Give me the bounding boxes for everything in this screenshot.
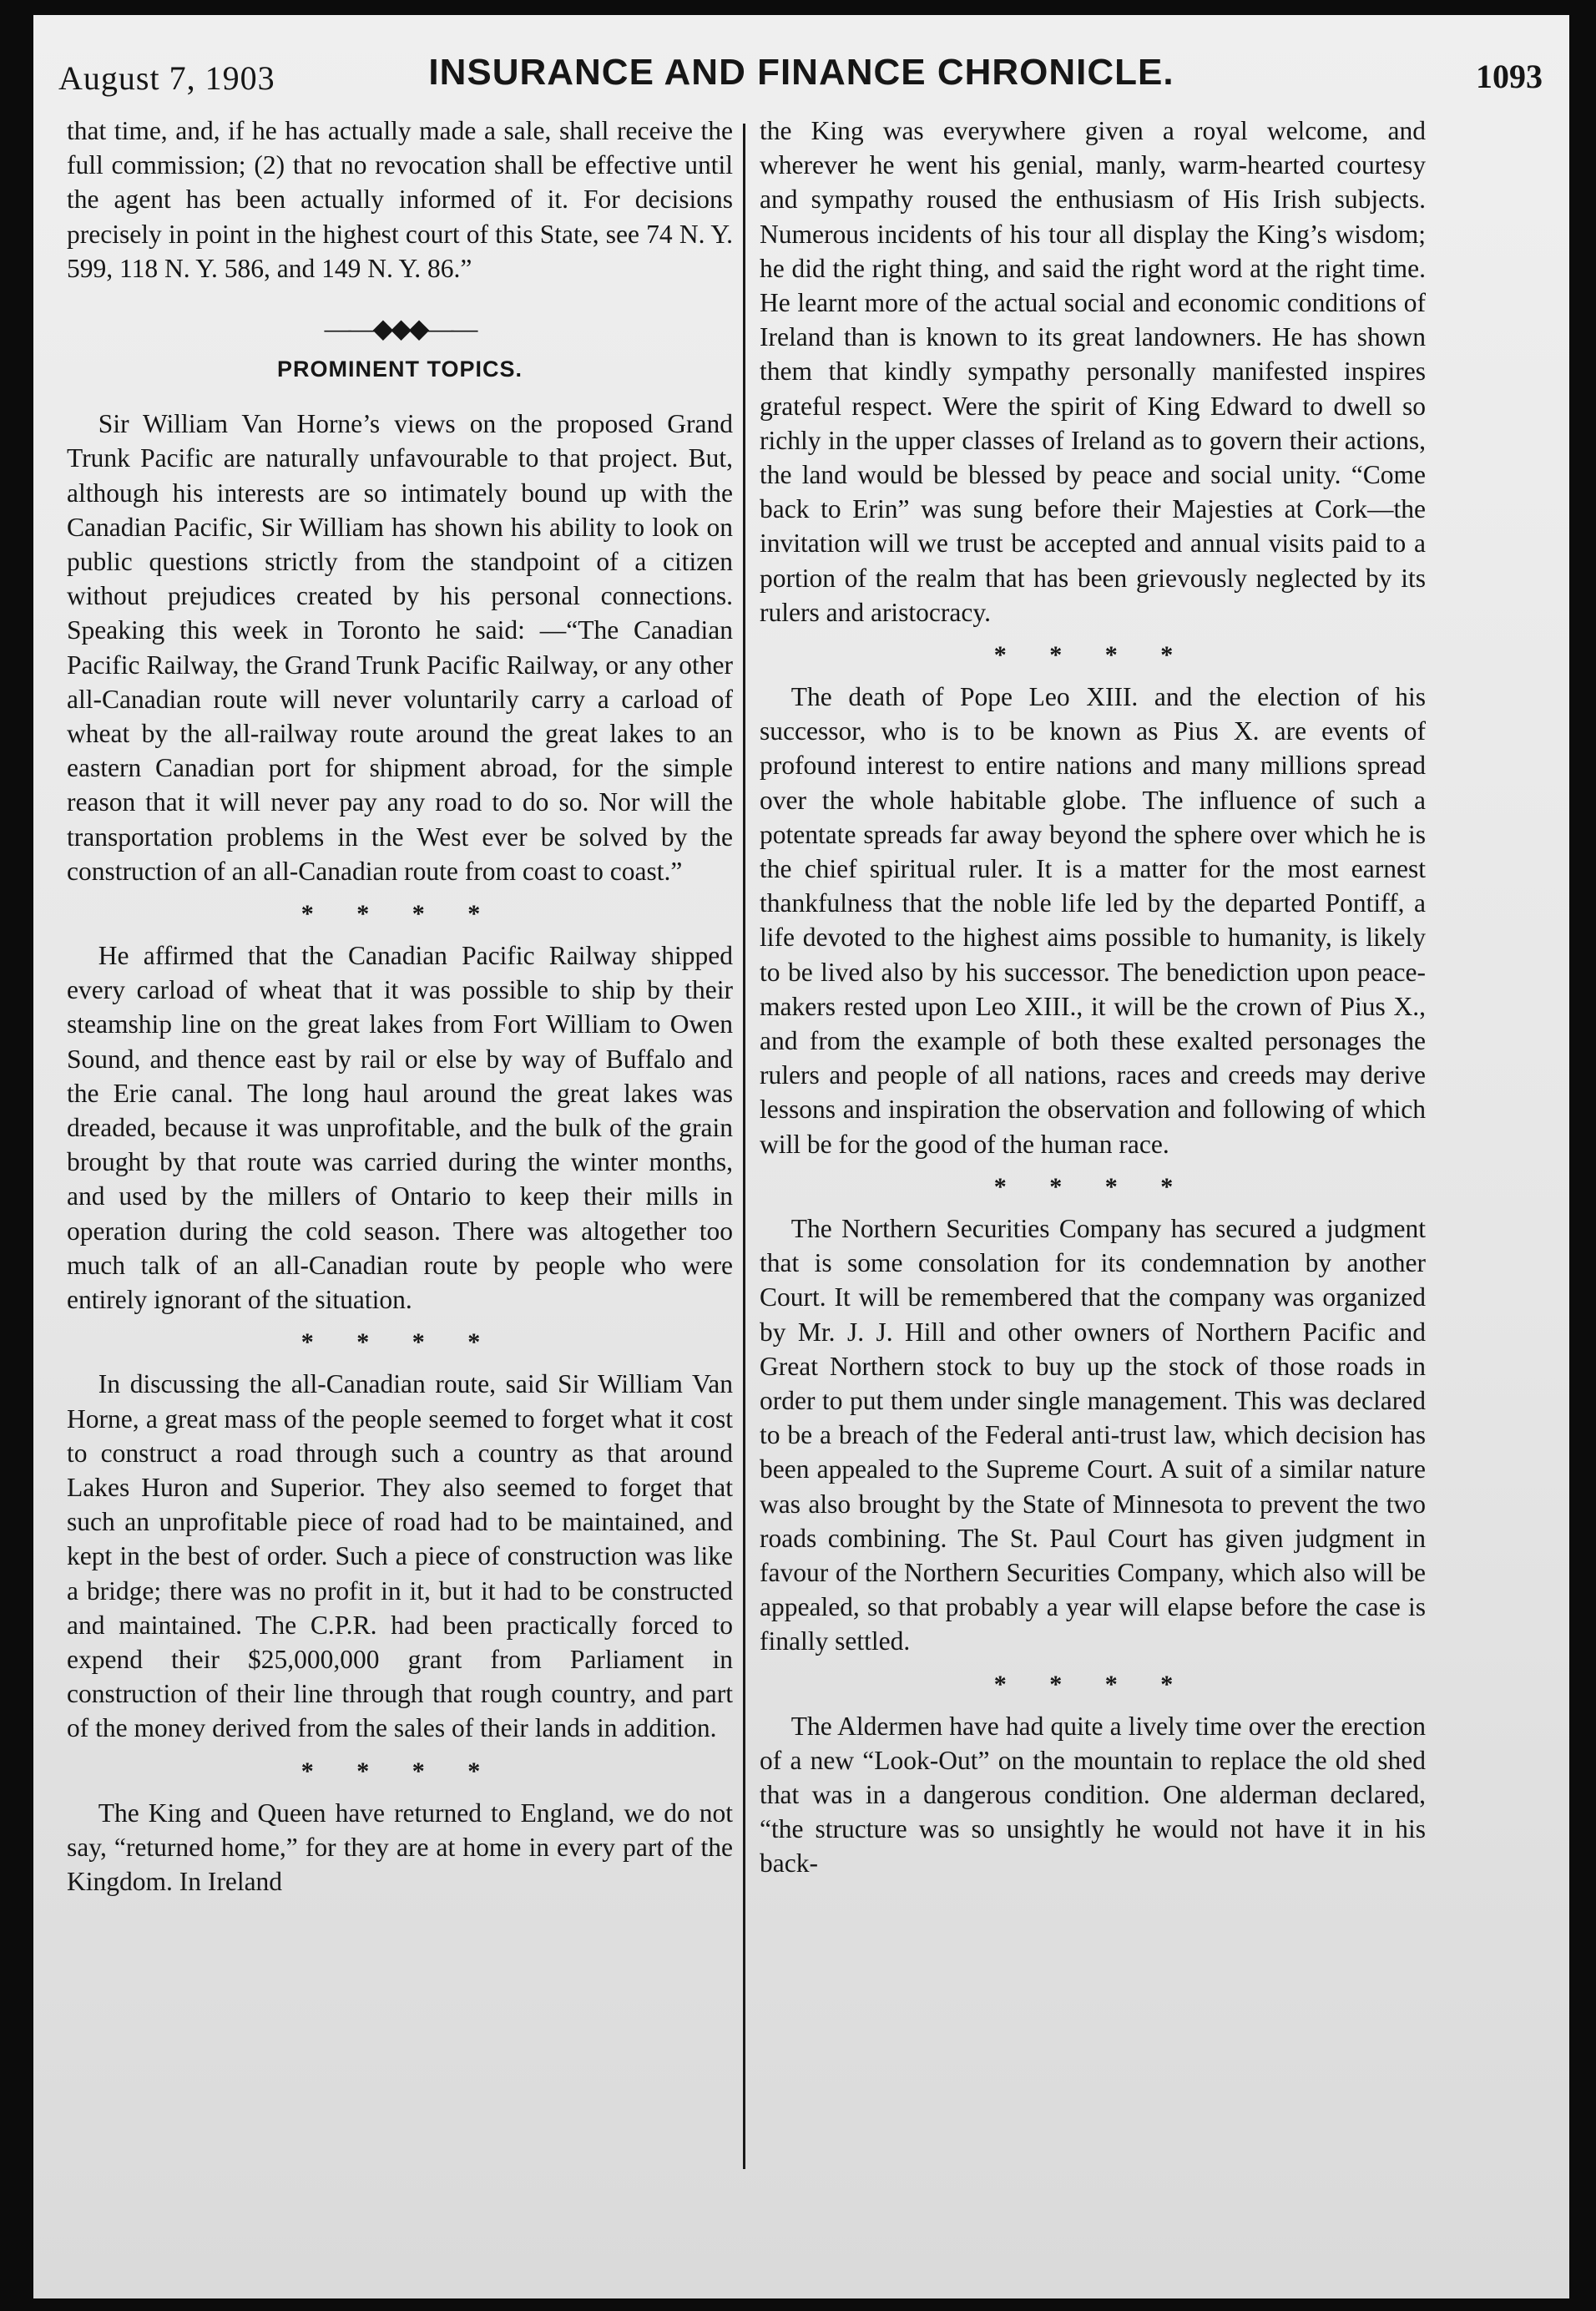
- separator-stars: * * * *: [301, 1757, 499, 1785]
- article-paragraph: the King was everywhere given a royal welcome, and wherever he went his genial, manly, warm-hearted courtesy and sympathy roused the enthusiasm of His Irish subjects. Numerous incidents of his tour all display the King’s wisdom; he did the right thing, and said the right word at the right time. He learnt more of the actual social and economic conditions of Ireland than is known to its great landowners. He has shown them that kindly sympathy personally manifested inspires grateful respect. Were the spirit of King Edward to dwell so richly in the upper classes of Ireland as to govern their actions, the land would be blessed by peace and social unity. “Come back to Erin” was sung before their Majesties at Cork—the invitation will we trust be accepted and annual visits paid to a portion of the realm that has been grievously neglected by its rulers and aristocracy.: [760, 116, 1426, 627]
- section-ornament: ——◆◆◆——: [324, 313, 476, 344]
- section-heading: PROMINENT TOPICS.: [276, 357, 523, 382]
- separator-stars: * * * *: [993, 1172, 1192, 1201]
- left-column: [67, 114, 733, 2288]
- article-paragraph: The Aldermen have had quite a lively time over the erection of a new “Look-Out” on the mountain to replace the old shed that was in a dangerous condition. One alderman declared, “the structure was so unsightly he would not have it in his back-: [760, 1711, 1426, 1879]
- separator-stars: * * * *: [993, 641, 1192, 670]
- separator-stars: * * * *: [993, 1670, 1192, 1698]
- continued-text: that time, and, if he has actually made a sale, shall receive the full commission; (2) that no revocation shall be effective until the agent has been actually informed of it. For decisions precisely in point in the highest court of this State, see 74 N. Y. 599, 118 N. Y. 586, and 149 N. Y. 86.”: [67, 116, 733, 283]
- column-divider: [743, 124, 745, 2169]
- article-paragraph: Sir William Van Horne’s views on the proposed Grand Trunk Pacific are naturally unfavourable to that project. But, although his interests are so intimately bound up with the Canadian Pacific, Sir William has shown his ability to look on public questions strictly from the standpoint of a citizen without prejudices created by his personal connections. Speaking this week in Toronto he said: —“The Canadian Pacific Railway, the Grand Trunk Pacific Railway, or any other all-Canadian route will never voluntarily carry a carload of wheat by the all-railway route around the great lakes to an eastern Canadian port for shipment abroad, for the simple reason that it will never pay any road to do so. Nor will the transportation problems in the West ever be solved by the construction of an all-Canadian route from coast to coast.”: [67, 409, 733, 886]
- article-paragraph: In discussing the all-Canadian route, said Sir William Van Horne, a great mass of the people seemed to forget what it cost to construct a road through such a country as that around Lakes Huron and Superior. They also seemed to forget that such an unprofitable piece of road had to be maintained, and kept in the best of order. Such a piece of construction was like a bridge; there was no profit in it, but it had to be constructed and maintained. The C.P.R. had been practically forced to expend their $25,000,000 grant from Parliament in construction of their line through that rough country, and part of the money derived from the sales of their lands in addition.: [67, 1369, 733, 1743]
- publication-title: INSURANCE AND FINANCE CHRONICLE.: [428, 52, 1174, 93]
- separator-stars: * * * *: [301, 1328, 499, 1357]
- newspaper-page: [33, 15, 1569, 2298]
- separator-stars: * * * *: [301, 900, 499, 928]
- page-header: [47, 35, 1556, 102]
- issue-date: August 7, 1903: [58, 59, 275, 97]
- right-column: [760, 114, 1426, 2288]
- page-number: 1093: [1476, 58, 1543, 95]
- article-paragraph: The King and Queen have returned to England, we do not say, “returned home,” for they are at home in every part of the Kingdom. In Ireland: [67, 1798, 733, 1896]
- article-paragraph: The death of Pope Leo XIII. and the election of his successor, who is to be known as Pius X. are events of profound interest to entire nations and many millions spread over the whole habitable globe. The influence of such a potentate spreads far away beyond the sphere over which he is the chief spiritual ruler. It is a matter for the most earnest thankfulness that the noble life led by the departed Pontiff, a life devoted to the highest aims possible to humanity, is likely to be lived also by his successor. The benediction upon peace-makers rested upon Leo XIII., it will be the crown of Pius X., and from the example of both these exalted personages the rulers and people of all nations, races and creeds may derive lessons and inspiration the observation and following of which will be for the good of the human race.: [760, 682, 1426, 1159]
- article-paragraph: The Northern Securities Company has secured a judgment that is some consolation for its condemnation by another Court. It will be remembered that the company was organized by Mr. J. J. Hill and other owners of Northern Pacific and Great Northern stock to buy up the stock of those roads in order to put them under single management. This was declared to be a breach of the Federal anti-trust law, which decision has been appealed to the Supreme Court. A suit of a similar nature was also brought by the State of Minnesota to prevent the two roads combining. The St. Paul Court has given judgment in favour of the Northern Securities Company, which also will be appealed, so that probably a year will elapse before the case is finally settled.: [760, 1213, 1426, 1656]
- article-paragraph: He affirmed that the Canadian Pacific Railway shipped every carload of wheat that it was possible to ship by their steamship line on the great lakes from Fort William to Owen Sound, and thence east by rail or else by way of Buffalo and the Erie canal. The long haul around the great lakes was dreaded, because it was unprofitable, and the bulk of the grain brought by that route was carried during the winter months, and used by the millers of Ontario to keep their mills in operation during the cold season. There was altogether too much talk of an all-Canadian route by people who were entirely ignorant of the situation.: [67, 941, 733, 1315]
